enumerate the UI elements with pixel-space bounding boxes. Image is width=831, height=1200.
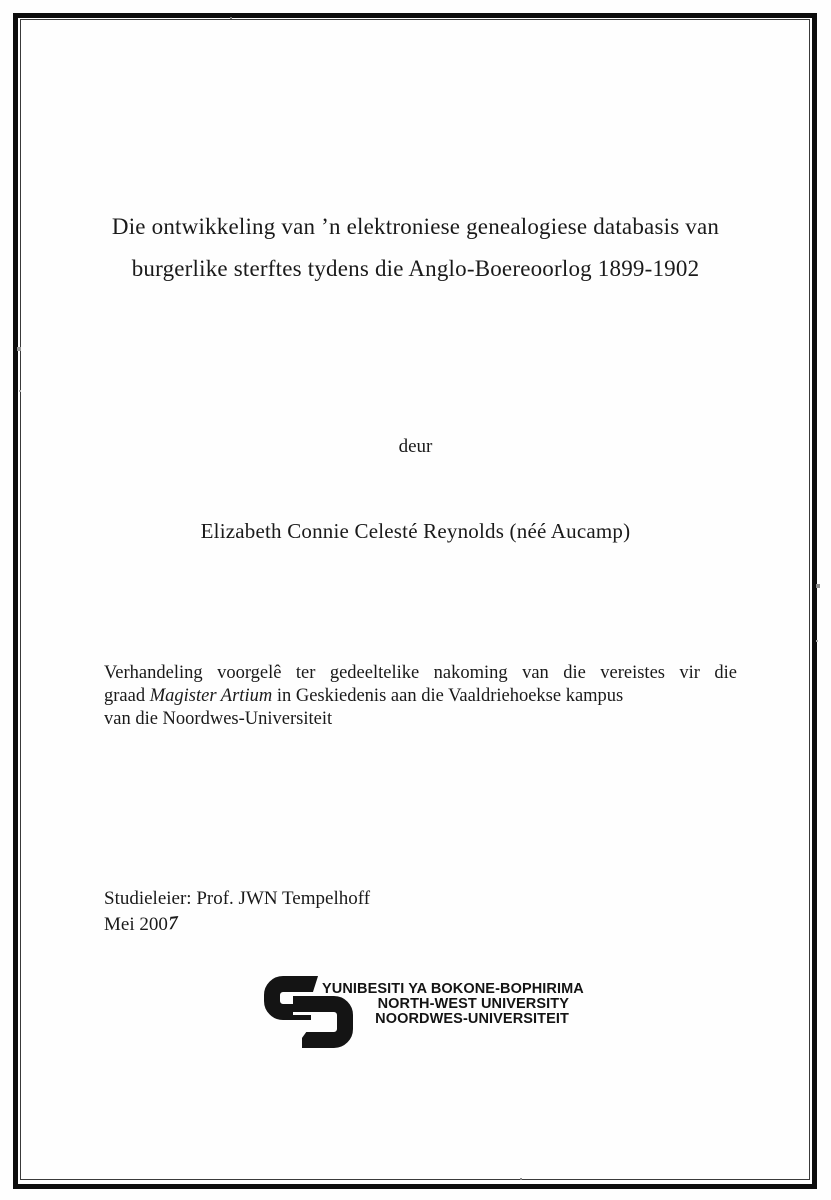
university-logo-text <box>322 981 584 1027</box>
thesis-title <box>40 206 791 290</box>
submission-line2 <box>104 685 737 708</box>
university-logo <box>256 966 584 1056</box>
byline-preposition: deur <box>398 436 433 457</box>
date-last-digit: 7 <box>166 912 180 935</box>
scan-noise-speckles <box>0 0 2 2</box>
supervisor-line: Studieleier: Prof. JWN Tempelhoff <box>104 888 371 909</box>
submission-line2-suffix: in Geskiedenis aan die Vaaldriehoekse kampus <box>272 686 624 706</box>
supervisor-and-date <box>104 886 370 938</box>
university-name-setswana: YUNIBESITI YA BOKONE-BOPHIRIMA <box>322 981 584 997</box>
submission-line3: van die Noordwes-Universiteit <box>104 709 333 729</box>
university-name-afrikaans: NOORDWES-UNIVERSITEIT <box>375 1011 569 1027</box>
date-line <box>104 912 370 938</box>
university-name-english: NORTH-WEST UNIVERSITY <box>377 996 569 1012</box>
thesis-title-line1: Die ontwikkeling van ’n elektroniese genealogiese databasis van <box>111 214 720 239</box>
submission-line2-prefix: graad <box>104 686 150 706</box>
submission-line1: Verhandeling voorgelê ter gedeeltelike nakoming van die vereistes vir die <box>104 663 737 683</box>
degree-name: Magister Artium <box>149 686 273 706</box>
thesis-title-line2: burgerlike sterftes tydens die Anglo-Boereoorlog 1899-1902 <box>131 256 700 281</box>
date-prefix: Mei 200 <box>104 914 168 935</box>
submission-statement <box>104 662 737 731</box>
author-name: Elizabeth Connie Celesté Reynolds (néé Aucamp) <box>200 519 631 543</box>
